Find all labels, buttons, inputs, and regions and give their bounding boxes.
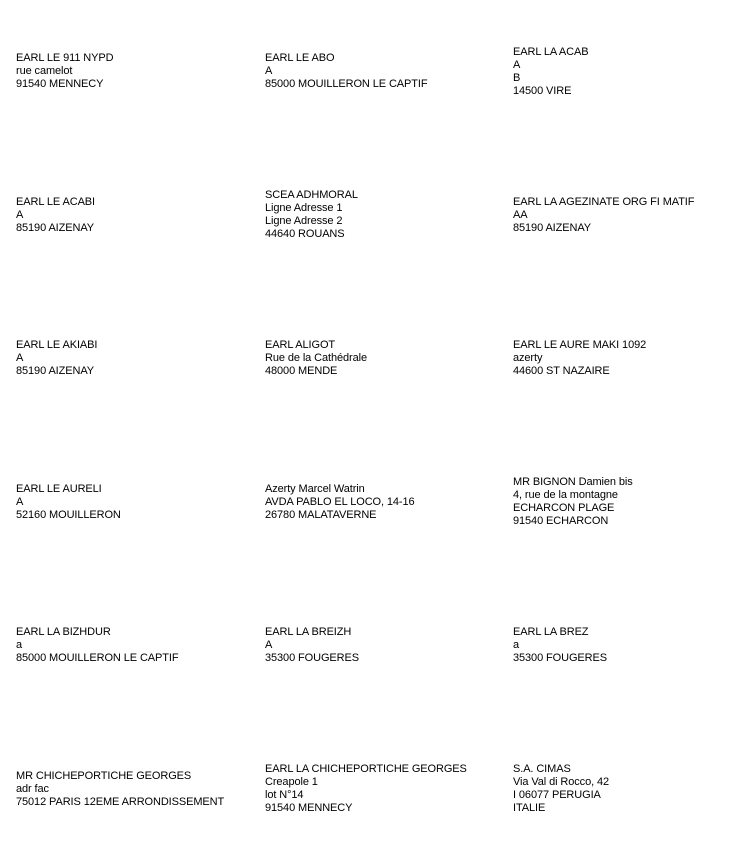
label-line: 91540 MENNECY xyxy=(265,802,497,815)
address-label xyxy=(497,0,734,144)
address-label xyxy=(497,718,734,861)
address-label xyxy=(0,718,249,861)
label-line: A xyxy=(16,352,249,365)
address-label xyxy=(249,574,497,718)
label-line: EARL LA CHICHEPORTICHE GEORGES xyxy=(265,763,497,776)
label-line: EARL LA BREIZH xyxy=(265,626,497,639)
label-line: AVDA PABLO EL LOCO, 14-16 xyxy=(265,496,497,509)
label-line: AA xyxy=(513,209,734,222)
address-label xyxy=(0,574,249,718)
address-label xyxy=(497,431,734,575)
label-line: 85190 AIZENAY xyxy=(16,365,249,378)
label-line: 48000 MENDE xyxy=(265,365,497,378)
label-line: Ligne Adresse 1 xyxy=(265,202,497,215)
label-line: A xyxy=(265,639,497,652)
label-line: EARL LA BREZ xyxy=(513,626,734,639)
label-line: B xyxy=(513,72,734,85)
address-label xyxy=(249,287,497,431)
address-label xyxy=(497,574,734,718)
label-line: ITALIE xyxy=(513,802,734,815)
label-line: 44640 ROUANS xyxy=(265,228,497,241)
address-label xyxy=(249,718,497,861)
address-label xyxy=(0,0,249,144)
label-line: EARL LA ACAB xyxy=(513,46,734,59)
label-line: EARL LE ACABI xyxy=(16,196,249,209)
address-label xyxy=(0,287,249,431)
label-line: A xyxy=(16,496,249,509)
label-line: 44600 ST NAZAIRE xyxy=(513,365,734,378)
address-label xyxy=(0,144,249,288)
label-line: Creapole 1 xyxy=(265,776,497,789)
label-line: 85000 MOUILLERON LE CAPTIF xyxy=(16,652,249,665)
label-line: a xyxy=(16,639,249,652)
address-label xyxy=(497,144,734,288)
label-line: azerty xyxy=(513,352,734,365)
label-line: EARL LE AURELI xyxy=(16,483,249,496)
label-line: EARL LE AURE MAKI 1092 xyxy=(513,339,734,352)
label-line: 85190 AIZENAY xyxy=(16,222,249,235)
label-line: 85190 AIZENAY xyxy=(513,222,734,235)
label-line: 14500 VIRE xyxy=(513,85,734,98)
label-line: S.A. CIMAS xyxy=(513,763,734,776)
label-line: EARL LE ABO xyxy=(265,52,497,65)
label-line: 26780 MALATAVERNE xyxy=(265,509,497,522)
label-line: MR BIGNON Damien bis xyxy=(513,476,734,489)
label-line: rue camelot xyxy=(16,65,249,78)
label-line: 35300 FOUGERES xyxy=(513,652,734,665)
label-line: 91540 ECHARCON xyxy=(513,515,734,528)
label-line: 52160 MOUILLERON xyxy=(16,509,249,522)
label-line: A xyxy=(513,59,734,72)
label-line: EARL LA BIZHDUR xyxy=(16,626,249,639)
label-line: EARL LE 911 NYPD xyxy=(16,52,249,65)
label-line: A xyxy=(16,209,249,222)
label-line: Ligne Adresse 2 xyxy=(265,215,497,228)
address-label xyxy=(249,0,497,144)
address-label xyxy=(249,144,497,288)
label-line: Azerty Marcel Watrin xyxy=(265,483,497,496)
label-line: MR CHICHEPORTICHE GEORGES xyxy=(16,770,249,783)
label-line: Via Val di Rocco, 42 xyxy=(513,776,734,789)
label-line: Rue de la Cathédrale xyxy=(265,352,497,365)
label-line: adr fac xyxy=(16,783,249,796)
label-line: A xyxy=(265,65,497,78)
label-line: 91540 MENNECY xyxy=(16,78,249,91)
label-line: EARL LA AGEZINATE ORG FI MATIF xyxy=(513,196,734,209)
label-line: 35300 FOUGERES xyxy=(265,652,497,665)
label-line: EARL ALIGOT xyxy=(265,339,497,352)
label-line: 4, rue de la montagne xyxy=(513,489,734,502)
label-line: I 06077 PERUGIA xyxy=(513,789,734,802)
label-line: lot N°14 xyxy=(265,789,497,802)
label-line: 75012 PARIS 12EME ARRONDISSEMENT xyxy=(16,796,249,809)
label-line: EARL LE AKIABI xyxy=(16,339,249,352)
label-line: a xyxy=(513,639,734,652)
label-line: SCEA ADHMORAL xyxy=(265,189,497,202)
address-label xyxy=(497,287,734,431)
label-line: 85000 MOUILLERON LE CAPTIF xyxy=(265,78,497,91)
label-line: ECHARCON PLAGE xyxy=(513,502,734,515)
address-label xyxy=(249,431,497,575)
address-label xyxy=(0,431,249,575)
